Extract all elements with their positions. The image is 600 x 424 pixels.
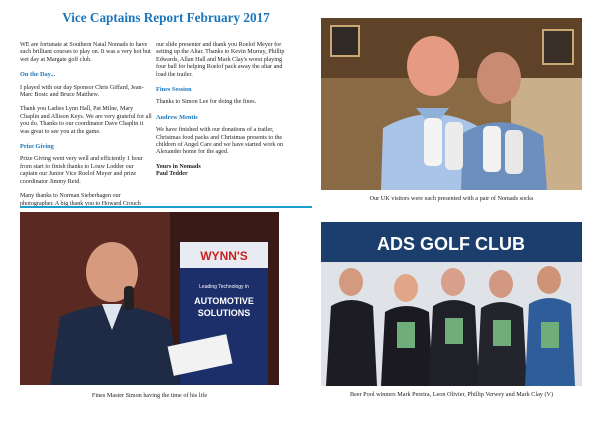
article-column-1 (20, 42, 152, 215)
section-heading-andrew-mentis: Andrew Mentis (156, 113, 198, 121)
caption-uk-visitors: Our UK visitors were each presented with a pair of Nomads socks (369, 195, 534, 202)
caption-fines-master: Fines Master Simon having the time of his life (91, 392, 208, 399)
section-heading-fines-session: Fines Session (156, 86, 192, 94)
photo-beer-pool-winners (321, 222, 582, 386)
photo-uk-visitors-illustration (321, 18, 582, 190)
photo-fines-master-illustration (20, 212, 279, 385)
section-heading-prize-giving: Prize Giving (20, 143, 54, 151)
intro-paragraph: WE are fortunate at Southern Natal Nomads to have such brilliant courses to play on. It was a very hot but wet day at Margate golf club. (20, 42, 151, 63)
prize-paragraph: Prize Giving went very well and efficiently 1 hour from start to finish thanks to Louw Lodder our captain our Junior Vice Roelof Meyer and prize coordinator Jimmy Reid. (20, 156, 143, 185)
banner-automotive-text: AUTOMOTIVE (194, 296, 254, 306)
page-title: Vice Captains Report February 2017 (62, 10, 270, 25)
day-paragraph-2: Thank you Ladies Lynn Hall, Pat Milne, Mary Chaplin and Allison Keys. We are very grateful for all you do. Thanks to our coordinator Dave Chaplin it was great to see you at the game. (20, 106, 152, 135)
fines-paragraph: Thanks to Simon Lee for doing the fines. (156, 99, 257, 106)
section-heading-on-the-day: On the Day... (20, 71, 56, 79)
article-column-2 (156, 42, 288, 179)
photo-beer-pool-illustration (321, 222, 582, 386)
andrew-paragraph: We have finished with our donations of a trailer, Christmas food packs and Christmas presents to the children of Angel Care and we have started work on Alexander home for the aged. (156, 127, 284, 156)
club-sign-text: ADS GOLF CLUB (377, 234, 525, 254)
caption-beer-pool-winners: Beer Pool winners Mark Pereira, Leon Olivier, Phillip Verwey and Mark Clay (V) (349, 391, 554, 398)
photo-fines-master (20, 212, 279, 385)
signoff-line: Yours in Nomads (156, 163, 201, 170)
banner-wynns-text: WYNN'S (200, 249, 248, 263)
section-divider (20, 206, 312, 208)
continued-paragraph: our slide presenter and thank you Roelof Meyer for setting up the Altar. Thanks to Kevin Murray, Phillip Edwards, Allan Hall and Mark Clay's worst playing four ball for helping Roelof pack away the altar and load the trailer. (156, 42, 285, 78)
day-paragraph-1: I played with our day Sponsor Chris Giffard, Jean-Marc Bosic and Bruce Matthew. (20, 84, 144, 99)
banner-line1-text: Leading Technology in (199, 284, 249, 290)
photo-uk-visitors (321, 18, 582, 190)
thanks-paragraph: Many thanks to Norman Sieberhagen our photographer. A big thank you to Howard Crouch (20, 193, 141, 207)
banner-solutions-text: SOLUTIONS (197, 308, 251, 318)
signoff-name: Paul Tedder (156, 171, 188, 178)
